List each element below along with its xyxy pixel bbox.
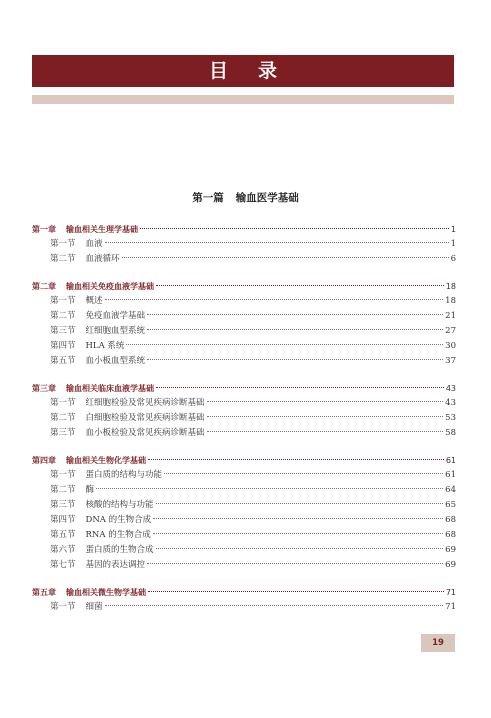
section-entry-page: 65 — [445, 500, 456, 510]
toc-title-char-1: 目 — [208, 60, 228, 82]
chapter-entry-page: 1 — [450, 225, 456, 234]
dot-leader — [148, 459, 444, 460]
chapter-block — [32, 453, 456, 573]
section-entry-number: 第四节 — [50, 515, 76, 525]
section-entry[interactable] — [32, 294, 456, 309]
section-entry-title: 基因的表达调控 — [85, 560, 146, 570]
chapter-block — [32, 222, 456, 267]
dot-leader — [156, 285, 444, 286]
section-entry[interactable] — [32, 558, 456, 573]
dot-leader — [105, 242, 449, 243]
chapter-entry-title: 输血相关临床血液学基础 — [66, 384, 154, 393]
section-entry-page: 61 — [445, 470, 456, 480]
dot-leader — [207, 401, 444, 402]
section-entry-title: 蛋白质的结构与功能 — [85, 470, 163, 480]
toc-title-char-2: 录 — [258, 60, 278, 82]
chapter-entry-title: 输血相关生理学基础 — [66, 225, 138, 234]
section-entry-page: 37 — [445, 356, 456, 366]
section-entry-number: 第四节 — [50, 341, 76, 351]
chapter-entry-title: 输血相关微生物学基础 — [66, 588, 146, 597]
table-of-contents — [32, 222, 456, 627]
chapter-entry-page: 43 — [445, 384, 456, 393]
section-entry[interactable] — [32, 543, 456, 558]
dot-leader — [122, 257, 449, 258]
section-entry-title: 血小板血型系统 — [85, 356, 146, 366]
section-entry[interactable] — [32, 528, 456, 543]
section-entry-number: 第一节 — [50, 470, 76, 480]
section-entry-page: 43 — [445, 398, 456, 408]
section-entry-number: 第六节 — [50, 545, 76, 555]
section-entry-title: 血液循环 — [85, 254, 120, 264]
section-entry-page: 21 — [445, 311, 456, 321]
dot-leader — [105, 299, 444, 300]
chapter-entry[interactable] — [32, 585, 456, 600]
chapter-entry-page: 18 — [445, 282, 456, 291]
section-entry[interactable] — [32, 237, 456, 252]
dot-leader — [153, 533, 443, 534]
part-title: 输血医学基础 — [235, 192, 299, 204]
section-entry[interactable] — [32, 339, 456, 354]
dot-leader — [207, 431, 444, 432]
section-entry-page: 1 — [450, 239, 456, 249]
chapter-entry[interactable] — [32, 222, 456, 237]
section-entry-page: 58 — [445, 428, 456, 438]
chapter-block — [32, 279, 456, 369]
section-entry-number: 第二节 — [50, 413, 76, 423]
section-entry-title: 概述 — [85, 296, 103, 306]
dot-leader — [126, 344, 443, 345]
section-entry[interactable] — [32, 396, 456, 411]
chapter-entry-title: 输血相关免疫血液学基础 — [66, 282, 154, 291]
section-entry-number: 第三节 — [50, 500, 76, 510]
dot-leader — [147, 329, 443, 330]
section-entry[interactable] — [32, 468, 456, 483]
section-entry-number: 第二节 — [50, 311, 76, 321]
chapter-entry-number: 第三章 — [32, 384, 56, 393]
section-entry[interactable] — [32, 600, 456, 615]
dot-leader — [147, 563, 443, 564]
toc-title-banner — [32, 55, 454, 87]
dot-leader — [148, 591, 444, 592]
chapter-entry-number: 第四章 — [32, 456, 56, 465]
section-entry-page: 30 — [445, 341, 456, 351]
section-entry[interactable] — [32, 483, 456, 498]
section-entry-page: 6 — [450, 254, 456, 264]
dot-leader — [140, 228, 449, 229]
page-number-badge: 19 — [421, 634, 455, 652]
dot-leader — [164, 473, 443, 474]
section-entry-page: 69 — [445, 560, 456, 570]
section-entry-number: 第二节 — [50, 254, 76, 264]
dot-leader — [156, 503, 444, 504]
section-entry-page: 53 — [445, 413, 456, 423]
section-entry-page: 18 — [445, 296, 456, 306]
section-entry-page: 64 — [445, 485, 456, 495]
section-entry-title: 血小板检验及常见疾病诊断基础 — [85, 428, 205, 438]
chapter-entry-page: 71 — [445, 588, 456, 597]
section-entry-title: HLA 系统 — [85, 341, 125, 351]
dot-leader — [147, 314, 443, 315]
section-entry-number: 第一节 — [50, 239, 76, 249]
section-entry-page: 68 — [445, 530, 456, 540]
section-entry-title: 细菌 — [85, 602, 103, 612]
dot-leader — [105, 605, 444, 606]
chapter-entry-page: 61 — [445, 456, 456, 465]
decorative-stripe — [32, 95, 454, 104]
section-entry-number: 第一节 — [50, 602, 76, 612]
chapter-entry[interactable] — [32, 453, 456, 468]
dot-leader — [207, 416, 444, 417]
chapter-entry-title: 输血相关生物化学基础 — [66, 456, 146, 465]
section-entry-number: 第三节 — [50, 428, 76, 438]
part-heading — [0, 190, 491, 205]
section-entry-number: 第三节 — [50, 326, 76, 336]
dot-leader — [147, 359, 443, 360]
dot-leader — [156, 387, 444, 388]
section-entry[interactable] — [32, 309, 456, 324]
section-entry-page: 68 — [445, 515, 456, 525]
section-entry[interactable] — [32, 411, 456, 426]
section-entry[interactable] — [32, 513, 456, 528]
section-entry-number: 第七节 — [50, 560, 76, 570]
chapter-entry-number: 第二章 — [32, 282, 56, 291]
section-entry-number: 第二节 — [50, 485, 76, 495]
section-entry[interactable] — [32, 426, 456, 441]
section-entry[interactable] — [32, 252, 456, 267]
section-entry-title: 血液 — [85, 239, 103, 249]
section-entry-title: 红细胞血型系统 — [85, 326, 146, 336]
section-entry[interactable] — [32, 498, 456, 513]
chapter-block — [32, 585, 456, 615]
section-entry-title: 核酸的结构与功能 — [85, 500, 154, 510]
part-label: 第一篇 — [192, 192, 224, 204]
section-entry-number: 第一节 — [50, 296, 76, 306]
section-entry-title: 蛋白质的生物合成 — [85, 545, 154, 555]
section-entry-number: 第一节 — [50, 398, 76, 408]
section-entry-page: 69 — [445, 545, 456, 555]
section-entry[interactable] — [32, 324, 456, 339]
section-entry-title: DNA 的生物合成 — [85, 515, 152, 525]
chapter-entry-number: 第一章 — [32, 225, 56, 234]
chapter-entry[interactable] — [32, 279, 456, 294]
section-entry-number: 第五节 — [50, 356, 76, 366]
dot-leader — [153, 518, 443, 519]
section-entry-title: 红细胞检验及常见疾病诊断基础 — [85, 398, 205, 408]
section-entry-title: 白细胞检验及常见疾病诊断基础 — [85, 413, 205, 423]
section-entry-number: 第五节 — [50, 530, 76, 540]
chapter-entry-number: 第五章 — [32, 588, 56, 597]
section-entry-page: 71 — [445, 602, 456, 612]
section-entry-title: RNA 的生物合成 — [85, 530, 151, 540]
chapter-block — [32, 381, 456, 441]
dot-leader — [156, 548, 444, 549]
dot-leader — [96, 488, 443, 489]
section-entry[interactable] — [32, 354, 456, 369]
section-entry-title: 免疫血液学基础 — [85, 311, 146, 321]
section-entry-page: 27 — [445, 326, 456, 336]
section-entry-title: 酶 — [85, 485, 95, 495]
chapter-entry[interactable] — [32, 381, 456, 396]
